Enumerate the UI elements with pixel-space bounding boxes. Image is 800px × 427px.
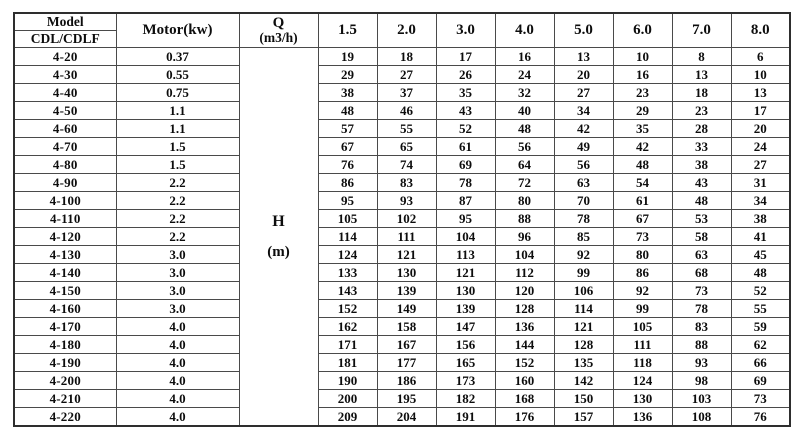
head-cell: 83 bbox=[672, 318, 731, 336]
head-cell: 136 bbox=[613, 408, 672, 427]
head-cell: 152 bbox=[318, 300, 377, 318]
head-cell: 20 bbox=[731, 120, 790, 138]
head-cell: 48 bbox=[613, 156, 672, 174]
head-cell: 23 bbox=[672, 102, 731, 120]
motor-cell: 4.0 bbox=[116, 372, 239, 390]
head-cell: 113 bbox=[436, 246, 495, 264]
model-cell: 4-40 bbox=[14, 84, 116, 102]
head-cell: 48 bbox=[731, 264, 790, 282]
head-cell: 135 bbox=[554, 354, 613, 372]
flow-column-header-4: 4.0 bbox=[495, 13, 554, 48]
table-row bbox=[14, 354, 790, 372]
head-cell: 28 bbox=[672, 120, 731, 138]
head-cell: 61 bbox=[436, 138, 495, 156]
table-row bbox=[14, 282, 790, 300]
model-cell: 4-140 bbox=[14, 264, 116, 282]
head-cell: 182 bbox=[436, 390, 495, 408]
head-cell: 16 bbox=[613, 66, 672, 84]
head-cell: 41 bbox=[731, 228, 790, 246]
motor-cell: 0.37 bbox=[116, 48, 239, 66]
head-cell: 87 bbox=[436, 192, 495, 210]
flow-unit: (m3/h) bbox=[259, 30, 298, 46]
head-cell: 35 bbox=[436, 84, 495, 102]
flow-column-header-8: 8.0 bbox=[731, 13, 790, 48]
head-unit-cell bbox=[239, 48, 318, 427]
head-cell: 35 bbox=[613, 120, 672, 138]
head-cell: 85 bbox=[554, 228, 613, 246]
table-row bbox=[14, 66, 790, 84]
table-row bbox=[14, 246, 790, 264]
head-cell: 128 bbox=[495, 300, 554, 318]
head-cell: 181 bbox=[318, 354, 377, 372]
head-cell: 27 bbox=[731, 156, 790, 174]
model-cell: 4-220 bbox=[14, 408, 116, 427]
head-cell: 144 bbox=[495, 336, 554, 354]
head-cell: 88 bbox=[672, 336, 731, 354]
motor-cell: 1.1 bbox=[116, 102, 239, 120]
motor-cell: 0.75 bbox=[116, 84, 239, 102]
head-cell: 37 bbox=[377, 84, 436, 102]
flow-column-header-2: 2.0 bbox=[377, 13, 436, 48]
head-cell: 114 bbox=[554, 300, 613, 318]
table-row bbox=[14, 228, 790, 246]
flow-column-header-1: 1.5 bbox=[318, 13, 377, 48]
head-cell: 191 bbox=[436, 408, 495, 427]
head-cell: 31 bbox=[731, 174, 790, 192]
head-cell: 42 bbox=[554, 120, 613, 138]
head-cell: 139 bbox=[436, 300, 495, 318]
head-cell: 17 bbox=[436, 48, 495, 66]
head-cell: 78 bbox=[554, 210, 613, 228]
head-cell: 29 bbox=[613, 102, 672, 120]
head-cell: 111 bbox=[613, 336, 672, 354]
head-cell: 136 bbox=[495, 318, 554, 336]
head-cell: 160 bbox=[495, 372, 554, 390]
head-cell: 120 bbox=[495, 282, 554, 300]
head-cell: 13 bbox=[731, 84, 790, 102]
head-cell: 18 bbox=[672, 84, 731, 102]
table-row bbox=[14, 210, 790, 228]
head-cell: 19 bbox=[318, 48, 377, 66]
head-cell: 69 bbox=[731, 372, 790, 390]
table-row bbox=[14, 264, 790, 282]
table-row bbox=[14, 138, 790, 156]
head-cell: 158 bbox=[377, 318, 436, 336]
flow-column-header-7: 7.0 bbox=[672, 13, 731, 48]
head-cell: 86 bbox=[613, 264, 672, 282]
head-cell: 93 bbox=[377, 192, 436, 210]
head-cell: 34 bbox=[554, 102, 613, 120]
head-cell: 67 bbox=[318, 138, 377, 156]
head-cell: 102 bbox=[377, 210, 436, 228]
motor-cell: 0.55 bbox=[116, 66, 239, 84]
motor-cell: 2.2 bbox=[116, 228, 239, 246]
head-cell: 59 bbox=[731, 318, 790, 336]
head-cell: 32 bbox=[495, 84, 554, 102]
head-cell: 73 bbox=[613, 228, 672, 246]
motor-cell: 1.5 bbox=[116, 156, 239, 174]
head-cell: 70 bbox=[554, 192, 613, 210]
head-cell: 57 bbox=[318, 120, 377, 138]
head-cell: 45 bbox=[731, 246, 790, 264]
head-cell: 190 bbox=[318, 372, 377, 390]
table-row bbox=[14, 156, 790, 174]
head-cell: 73 bbox=[731, 390, 790, 408]
head-cell: 121 bbox=[554, 318, 613, 336]
header-row-1 bbox=[14, 13, 790, 31]
head-cell: 40 bbox=[495, 102, 554, 120]
motor-cell: 4.0 bbox=[116, 318, 239, 336]
model-cell: 4-120 bbox=[14, 228, 116, 246]
head-cell: 24 bbox=[731, 138, 790, 156]
head-cell: 98 bbox=[672, 372, 731, 390]
head-cell: 8 bbox=[672, 48, 731, 66]
head-cell: 118 bbox=[613, 354, 672, 372]
flow-column-header-5: 5.0 bbox=[554, 13, 613, 48]
motor-cell: 3.0 bbox=[116, 246, 239, 264]
model-cell: 4-50 bbox=[14, 102, 116, 120]
head-cell: 106 bbox=[554, 282, 613, 300]
head-unit: (m) bbox=[267, 243, 290, 260]
flow-column-header-3: 3.0 bbox=[436, 13, 495, 48]
head-cell: 10 bbox=[731, 66, 790, 84]
table-row bbox=[14, 390, 790, 408]
head-cell: 204 bbox=[377, 408, 436, 427]
head-cell: 10 bbox=[613, 48, 672, 66]
model-cell: 4-60 bbox=[14, 120, 116, 138]
model-sub-header: CDL/CDLF bbox=[14, 31, 116, 48]
head-cell: 67 bbox=[613, 210, 672, 228]
head-cell: 48 bbox=[318, 102, 377, 120]
motor-cell: 4.0 bbox=[116, 354, 239, 372]
head-cell: 61 bbox=[613, 192, 672, 210]
head-cell: 49 bbox=[554, 138, 613, 156]
model-cell: 4-70 bbox=[14, 138, 116, 156]
head-cell: 72 bbox=[495, 174, 554, 192]
head-cell: 46 bbox=[377, 102, 436, 120]
motor-cell: 1.1 bbox=[116, 120, 239, 138]
head-cell: 147 bbox=[436, 318, 495, 336]
head-cell: 76 bbox=[731, 408, 790, 427]
head-cell: 34 bbox=[731, 192, 790, 210]
spec-table-container bbox=[13, 12, 791, 424]
head-cell: 156 bbox=[436, 336, 495, 354]
head-cell: 104 bbox=[436, 228, 495, 246]
head-cell: 54 bbox=[613, 174, 672, 192]
pump-head-table bbox=[13, 12, 791, 427]
head-cell: 168 bbox=[495, 390, 554, 408]
head-cell: 130 bbox=[436, 282, 495, 300]
head-cell: 64 bbox=[495, 156, 554, 174]
head-cell: 108 bbox=[672, 408, 731, 427]
table-row bbox=[14, 372, 790, 390]
head-cell: 112 bbox=[495, 264, 554, 282]
motor-cell: 2.2 bbox=[116, 192, 239, 210]
head-cell: 173 bbox=[436, 372, 495, 390]
head-cell: 13 bbox=[672, 66, 731, 84]
head-cell: 6 bbox=[731, 48, 790, 66]
table-row bbox=[14, 120, 790, 138]
head-cell: 29 bbox=[318, 66, 377, 84]
head-cell: 33 bbox=[672, 138, 731, 156]
head-cell: 92 bbox=[554, 246, 613, 264]
head-cell: 149 bbox=[377, 300, 436, 318]
head-cell: 105 bbox=[318, 210, 377, 228]
model-cell: 4-80 bbox=[14, 156, 116, 174]
model-cell: 4-90 bbox=[14, 174, 116, 192]
head-cell: 104 bbox=[495, 246, 554, 264]
head-cell: 43 bbox=[436, 102, 495, 120]
head-cell: 18 bbox=[377, 48, 436, 66]
head-cell: 111 bbox=[377, 228, 436, 246]
motor-cell: 3.0 bbox=[116, 300, 239, 318]
head-cell: 26 bbox=[436, 66, 495, 84]
head-cell: 195 bbox=[377, 390, 436, 408]
table-row bbox=[14, 336, 790, 354]
head-cell: 20 bbox=[554, 66, 613, 84]
head-cell: 48 bbox=[672, 192, 731, 210]
head-cell: 93 bbox=[672, 354, 731, 372]
motor-cell: 3.0 bbox=[116, 264, 239, 282]
head-cell: 128 bbox=[554, 336, 613, 354]
head-cell: 171 bbox=[318, 336, 377, 354]
head-cell: 23 bbox=[613, 84, 672, 102]
head-cell: 58 bbox=[672, 228, 731, 246]
head-cell: 162 bbox=[318, 318, 377, 336]
head-cell: 103 bbox=[672, 390, 731, 408]
head-cell: 56 bbox=[554, 156, 613, 174]
head-cell: 99 bbox=[554, 264, 613, 282]
head-cell: 55 bbox=[731, 300, 790, 318]
head-cell: 78 bbox=[672, 300, 731, 318]
model-cell: 4-210 bbox=[14, 390, 116, 408]
head-cell: 95 bbox=[436, 210, 495, 228]
model-cell: 4-30 bbox=[14, 66, 116, 84]
head-cell: 157 bbox=[554, 408, 613, 427]
head-cell: 56 bbox=[495, 138, 554, 156]
head-cell: 80 bbox=[613, 246, 672, 264]
head-cell: 165 bbox=[436, 354, 495, 372]
head-cell: 83 bbox=[377, 174, 436, 192]
head-cell: 99 bbox=[613, 300, 672, 318]
head-cell: 24 bbox=[495, 66, 554, 84]
head-cell: 124 bbox=[318, 246, 377, 264]
head-cell: 68 bbox=[672, 264, 731, 282]
head-cell: 152 bbox=[495, 354, 554, 372]
head-cell: 53 bbox=[672, 210, 731, 228]
head-cell: 63 bbox=[672, 246, 731, 264]
head-cell: 13 bbox=[554, 48, 613, 66]
model-cell: 4-150 bbox=[14, 282, 116, 300]
head-cell: 130 bbox=[377, 264, 436, 282]
model-cell: 4-100 bbox=[14, 192, 116, 210]
head-cell: 38 bbox=[672, 156, 731, 174]
model-cell: 4-170 bbox=[14, 318, 116, 336]
table-body bbox=[14, 48, 790, 427]
motor-cell: 2.2 bbox=[116, 210, 239, 228]
head-cell: 114 bbox=[318, 228, 377, 246]
head-cell: 43 bbox=[672, 174, 731, 192]
model-cell: 4-130 bbox=[14, 246, 116, 264]
head-cell: 73 bbox=[672, 282, 731, 300]
head-cell: 42 bbox=[613, 138, 672, 156]
head-cell: 27 bbox=[377, 66, 436, 84]
head-cell: 209 bbox=[318, 408, 377, 427]
table-row bbox=[14, 48, 790, 66]
table-row bbox=[14, 300, 790, 318]
head-cell: 133 bbox=[318, 264, 377, 282]
head-cell: 65 bbox=[377, 138, 436, 156]
motor-header: Motor(kw) bbox=[116, 13, 239, 48]
head-cell: 121 bbox=[377, 246, 436, 264]
head-cell: 66 bbox=[731, 354, 790, 372]
head-cell: 142 bbox=[554, 372, 613, 390]
head-cell: 76 bbox=[318, 156, 377, 174]
head-cell: 88 bbox=[495, 210, 554, 228]
head-cell: 62 bbox=[731, 336, 790, 354]
head-cell: 69 bbox=[436, 156, 495, 174]
table-row bbox=[14, 318, 790, 336]
head-cell: 92 bbox=[613, 282, 672, 300]
flow-header bbox=[239, 13, 318, 48]
head-cell: 52 bbox=[731, 282, 790, 300]
head-cell: 48 bbox=[495, 120, 554, 138]
head-cell: 55 bbox=[377, 120, 436, 138]
head-cell: 95 bbox=[318, 192, 377, 210]
motor-cell: 2.2 bbox=[116, 174, 239, 192]
head-cell: 17 bbox=[731, 102, 790, 120]
flow-symbol: Q bbox=[272, 14, 285, 31]
head-cell: 139 bbox=[377, 282, 436, 300]
model-cell: 4-20 bbox=[14, 48, 116, 66]
head-cell: 186 bbox=[377, 372, 436, 390]
head-cell: 38 bbox=[318, 84, 377, 102]
motor-cell: 3.0 bbox=[116, 282, 239, 300]
head-cell: 150 bbox=[554, 390, 613, 408]
head-cell: 96 bbox=[495, 228, 554, 246]
head-symbol: H bbox=[272, 212, 285, 230]
model-header: Model bbox=[14, 13, 116, 31]
head-cell: 105 bbox=[613, 318, 672, 336]
table-row bbox=[14, 84, 790, 102]
head-cell: 52 bbox=[436, 120, 495, 138]
head-cell: 27 bbox=[554, 84, 613, 102]
model-cell: 4-180 bbox=[14, 336, 116, 354]
table-header bbox=[14, 13, 790, 48]
head-cell: 78 bbox=[436, 174, 495, 192]
motor-cell: 4.0 bbox=[116, 408, 239, 427]
head-cell: 74 bbox=[377, 156, 436, 174]
table-row bbox=[14, 174, 790, 192]
head-cell: 63 bbox=[554, 174, 613, 192]
head-cell: 143 bbox=[318, 282, 377, 300]
flow-column-header-6: 6.0 bbox=[613, 13, 672, 48]
head-cell: 80 bbox=[495, 192, 554, 210]
head-cell: 177 bbox=[377, 354, 436, 372]
head-cell: 124 bbox=[613, 372, 672, 390]
model-cell: 4-110 bbox=[14, 210, 116, 228]
head-cell: 167 bbox=[377, 336, 436, 354]
motor-cell: 4.0 bbox=[116, 390, 239, 408]
model-cell: 4-190 bbox=[14, 354, 116, 372]
head-cell: 38 bbox=[731, 210, 790, 228]
head-cell: 200 bbox=[318, 390, 377, 408]
motor-cell: 1.5 bbox=[116, 138, 239, 156]
motor-cell: 4.0 bbox=[116, 336, 239, 354]
head-cell: 130 bbox=[613, 390, 672, 408]
model-cell: 4-200 bbox=[14, 372, 116, 390]
head-cell: 16 bbox=[495, 48, 554, 66]
table-row bbox=[14, 192, 790, 210]
head-cell: 121 bbox=[436, 264, 495, 282]
table-row bbox=[14, 102, 790, 120]
head-cell: 86 bbox=[318, 174, 377, 192]
head-cell: 176 bbox=[495, 408, 554, 427]
model-cell: 4-160 bbox=[14, 300, 116, 318]
